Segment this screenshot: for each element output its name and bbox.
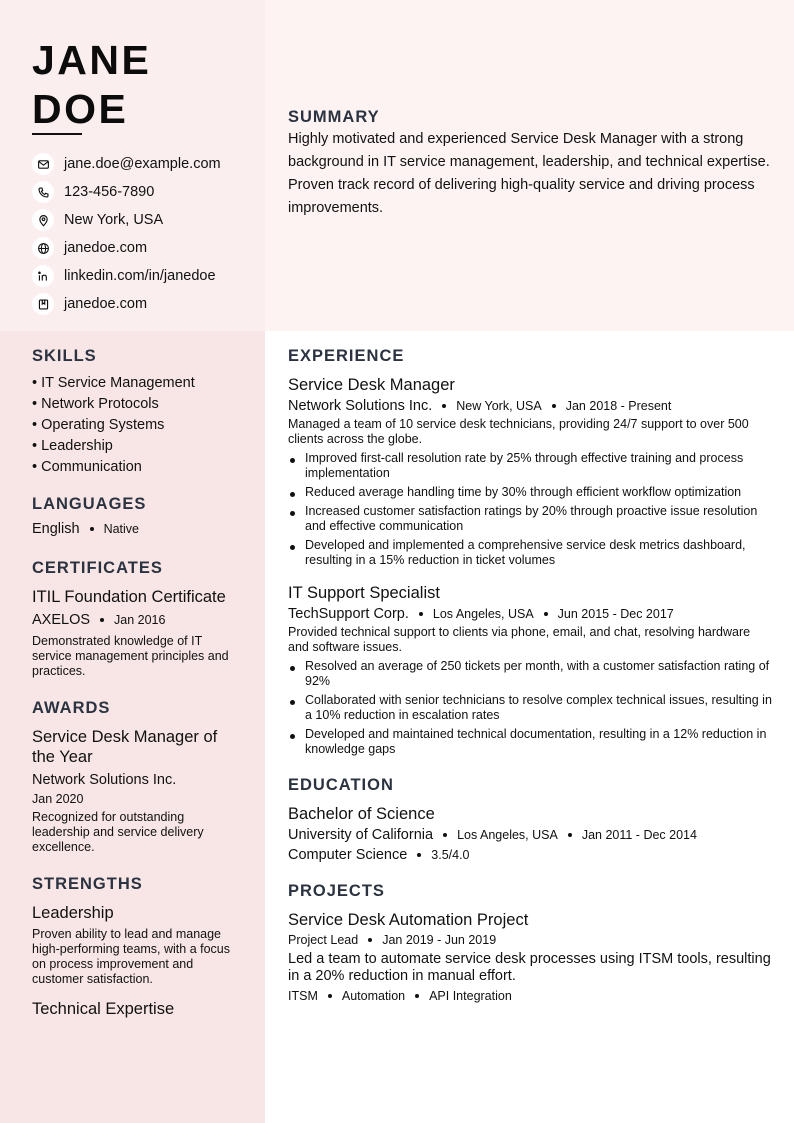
certificate-date: Jan 2016 xyxy=(114,613,166,627)
project-tag: API Integration xyxy=(429,989,512,1003)
contact-email-text: jane.doe@example.com xyxy=(64,156,221,172)
project-meta xyxy=(288,933,773,947)
job-company: TechSupport Corp. xyxy=(288,606,409,622)
separator-dot xyxy=(443,833,447,837)
projects-title: PROJECTS xyxy=(288,882,385,900)
job-dates: Jun 2015 - Dec 2017 xyxy=(557,607,674,621)
achievement-item: Developed and implemented a comprehensive service desk metrics dashboard, resulting in a 15% reduction in ticket volumes xyxy=(288,538,773,568)
project-tags xyxy=(288,989,773,1003)
strength-description: Proven ability to lead and manage high-performing teams, with a focus on process improvement and customer satisfaction. xyxy=(32,927,231,986)
separator-dot xyxy=(415,994,419,998)
certificate-meta xyxy=(32,610,237,630)
achievement-item: Reduced average handling time by 30% through efficient workflow optimization xyxy=(288,485,773,500)
job-description: Provided technical support to clients via phone, email, and chat, resolving hardware and software issues. xyxy=(288,625,751,654)
separator-dot xyxy=(100,618,104,622)
job-meta xyxy=(288,606,773,622)
skill-item: • Leadership xyxy=(32,438,113,454)
certificates-section xyxy=(32,559,237,679)
contact-location-text: New York, USA xyxy=(64,212,164,228)
skill-item: • IT Service Management xyxy=(32,375,195,391)
achievement-item: Developed and maintained technical documentation, resulting in a 12% reduction in knowledge gaps xyxy=(288,727,773,757)
contact-portfolio-text: janedoe.com xyxy=(64,296,148,312)
job-achievements xyxy=(288,451,773,568)
separator-dot xyxy=(417,853,421,857)
degree: Bachelor of Science xyxy=(288,805,435,823)
summary-text: Highly motivated and experienced Service Desk Manager with a strong background in IT service management, leadership, and technical expertise. Proven track record of delivering high-quality service and driving process improvements. xyxy=(288,131,770,216)
education-meta xyxy=(288,827,773,843)
job-title: Service Desk Manager xyxy=(288,376,455,394)
experience-title: EXPERIENCE xyxy=(288,347,405,365)
certificate-name: ITIL Foundation Certificate xyxy=(32,588,226,606)
separator-dot xyxy=(442,404,446,408)
strengths-section xyxy=(32,875,237,1019)
education-dates: Jan 2011 - Dec 2014 xyxy=(581,828,697,842)
contact-phone[interactable] xyxy=(32,178,257,206)
languages-title: LANGUAGES xyxy=(32,495,147,513)
contact-list xyxy=(32,150,257,318)
linkedin-icon xyxy=(32,265,54,287)
experience-section xyxy=(288,347,773,757)
contact-website[interactable] xyxy=(32,234,257,262)
award-date: Jan 2020 xyxy=(32,792,84,806)
awards-title: AWARDS xyxy=(32,699,111,717)
achievement-item: Increased customer satisfaction ratings by 20% through proactive issue resolution and effective communication xyxy=(288,504,773,534)
skill-item: • Communication xyxy=(32,459,142,475)
field-of-study: Computer Science xyxy=(288,847,408,863)
contact-phone-text: 123-456-7890 xyxy=(64,184,155,200)
languages-section xyxy=(32,495,237,537)
language-name: English xyxy=(32,521,80,537)
separator-dot xyxy=(419,612,423,616)
strengths-title: STRENGTHS xyxy=(32,875,143,893)
achievement-item: Collaborated with senior technicians to resolve complex technical issues, resulting in a 10% reduction in escalation rates xyxy=(288,693,773,723)
contact-email[interactable] xyxy=(32,150,257,178)
job-title: IT Support Specialist xyxy=(288,584,440,602)
mail-icon xyxy=(32,153,54,175)
phone-icon xyxy=(32,181,54,203)
separator-dot xyxy=(552,404,556,408)
skill-item: • Network Protocols xyxy=(32,396,159,412)
school-name: University of California xyxy=(288,827,434,843)
candidate-name xyxy=(32,36,252,134)
location-pin-icon xyxy=(32,209,54,231)
awards-section xyxy=(32,699,237,855)
education-section xyxy=(288,776,773,863)
award-name: Service Desk Manager of the Year xyxy=(32,728,218,766)
achievement-item: Improved first-call resolution rate by 25% through effective training and process implementation xyxy=(288,451,773,481)
skills-title: SKILLS xyxy=(32,347,97,365)
skill-item: • Operating Systems xyxy=(32,417,165,433)
contact-portfolio[interactable] xyxy=(32,290,257,318)
job-achievements xyxy=(288,659,773,757)
bookmark-icon xyxy=(32,293,54,315)
project-name: Service Desk Automation Project xyxy=(288,911,529,929)
certificate-issuer: AXELOS xyxy=(32,612,91,628)
strength-name: Technical Expertise xyxy=(32,1000,175,1018)
project-tag: Automation xyxy=(341,989,406,1003)
main-column xyxy=(288,347,773,1022)
first-name: JANE xyxy=(32,37,152,83)
certificate-description: Demonstrated knowledge of IT service management principles and practices. xyxy=(32,634,229,678)
education-field-row xyxy=(288,847,773,863)
separator-dot xyxy=(368,938,372,942)
strength-name: Leadership xyxy=(32,904,114,922)
last-name: DOE xyxy=(32,86,129,132)
language-item xyxy=(32,521,237,537)
contact-linkedin[interactable] xyxy=(32,262,257,290)
sidebar xyxy=(32,347,237,1036)
separator-dot xyxy=(90,527,94,531)
summary-title: SUMMARY xyxy=(288,108,380,126)
job-description: Managed a team of 10 service desk technicians, providing 24/7 support to over 500 clients across the globe. xyxy=(288,417,749,446)
separator-dot xyxy=(328,994,332,998)
education-title: EDUCATION xyxy=(288,776,394,794)
project-tag: ITSM xyxy=(288,989,318,1003)
job-meta xyxy=(288,398,773,414)
projects-section xyxy=(288,882,773,1003)
gpa: 3.5/4.0 xyxy=(431,848,470,862)
job-dates: Jan 2018 - Present xyxy=(565,399,672,413)
award-description: Recognized for outstanding leadership and service delivery excellence. xyxy=(32,810,204,854)
job-location: Los Angeles, USA xyxy=(432,607,534,621)
job-company: Network Solutions Inc. xyxy=(288,398,433,414)
separator-dot xyxy=(544,612,548,616)
job-location: New York, USA xyxy=(456,399,542,413)
project-role: Project Lead xyxy=(288,933,359,947)
globe-icon xyxy=(32,237,54,259)
skills-section xyxy=(32,347,237,478)
language-level: Native xyxy=(103,522,139,536)
name-underline xyxy=(32,133,82,135)
certificates-title: CERTIFICATES xyxy=(32,559,163,577)
achievement-item: Resolved an average of 250 tickets per month, with a customer satisfaction rating of 92% xyxy=(288,659,773,689)
project-dates: Jan 2019 - Jun 2019 xyxy=(382,933,497,947)
separator-dot xyxy=(568,833,572,837)
job-entry xyxy=(288,375,773,568)
contact-location xyxy=(32,206,257,234)
contact-website-text: janedoe.com xyxy=(64,240,148,256)
contact-linkedin-text: linkedin.com/in/janedoe xyxy=(64,268,216,284)
award-organization: Network Solutions Inc. xyxy=(32,772,177,788)
project-description: Led a team to automate service desk processes using ITSM tools, resulting in a 20% reduction in manual effort. xyxy=(288,951,771,984)
job-entry xyxy=(288,583,773,757)
school-location: Los Angeles, USA xyxy=(457,828,558,842)
summary-section xyxy=(288,108,773,220)
